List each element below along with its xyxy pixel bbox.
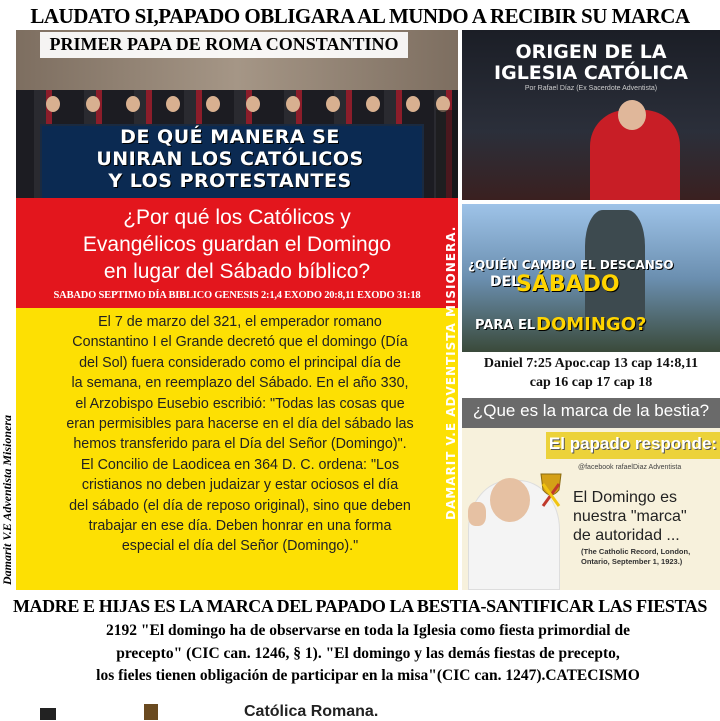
body-line: del Sol) fuera considerado como el principal día de [79,354,401,371]
cic-line: 2192 "El domingo ha de observarse en toda la Iglesia como fiesta primordial de [106,622,630,639]
domingo-word: DOMINGO? [536,314,647,335]
para-el-text: PARA EL [475,318,536,333]
source-line: (The Catholic Record, London, [581,547,691,556]
top-title: LAUDATO SI,PAPADO OBLIGARA AL MUNDO A RECIBIR SU MARCA [30,4,690,28]
left-vertical-credit: Damarit V.E Adventista Misionera [0,414,14,585]
pope-white-face [490,478,530,522]
sabbath-verse: SABADO SEPTIMO DÍA BIBLICO GENESIS 2:1,4 EXODO 20:8,11 EXODO 31:18 [53,290,421,301]
body-line: del sábado (el día de reposo original), sino que deben [69,497,411,514]
body-line: eran permisibles para hacerse en el día del sábado las [66,416,414,433]
body-line: Constantino I el Grande decretó que el domingo (Día [72,334,408,351]
daniel-text [462,354,720,392]
mid-vertical-credit: DAMARIT V.E ADVENTISTA MISIONERA. [444,225,458,520]
unite-line: Y LOS PROTESTANTES [108,170,352,192]
domingo-quote [573,488,713,545]
cic-line: precepto" (CIC can. 1246, § 1). "El domingo y las demás fiestas de precepto, [116,644,620,662]
body-line: hemos transferido para el Día del Señor (Domingo)". [73,436,407,453]
body-line: El Concilio de Laodicea en 364 D. C. ordena: "Los [80,456,400,473]
del-text: DEL [490,274,521,290]
sabado-word: SÁBADO [516,272,620,297]
unite-line: DE QUÉ MANERA SE [120,126,340,148]
bottom-image-fragment [144,704,158,720]
body-line: especial el día del Señor (Domingo)." [121,538,359,555]
bottom-partial-text: Católica Romana. [244,703,379,720]
pope-red-head [618,100,646,130]
daniel-line: cap 16 cap 17 cap 18 [529,375,653,390]
quote-source [581,547,711,567]
question-line: en lugar del Sábado bíblico? [103,260,371,283]
responde-text: El papado responde: [548,434,718,453]
madre-heading: MADRE E HIJAS ES LA MARCA DEL PAPADO LA BESTIA-SANTIFICAR LAS FIESTAS [12,596,708,616]
question-text [22,204,452,285]
facebook-credit: @facebook rafaelDiaz Adventista [578,464,682,471]
origin-title [462,42,720,84]
quien-text: ¿QUIÉN CAMBIO EL DESCANSO [468,258,674,272]
quote-line: nuestra "marca" [573,508,687,525]
cic-text [18,620,718,688]
pope-hand [468,502,486,526]
source-line: Ontario, September 1, 1923.) [581,557,683,566]
body-line: la semana, en reemplazo del Sábado. En el año 330, [71,375,409,392]
bottom-image-fragment [40,708,56,720]
quote-line: de autoridad ... [573,527,680,544]
body-line: trabajar en ese día. Deben honrar en una forma [88,518,392,535]
cic-line: los fieles tienen obligación de participar en la misa"(CIC can. 1247).CATECISMO [96,667,640,684]
daniel-line: Daniel 7:25 Apoc.cap 13 cap 14:8,11 [483,356,699,371]
unite-line: UNIRAN LOS CATÓLICOS [96,148,364,170]
question-line: ¿Por qué los Católicos y [123,206,351,229]
question-line: Evangélicos guardan el Domingo [82,233,392,256]
origin-title-line: ORIGEN DE LA [515,41,667,63]
quote-line: El Domingo es [573,489,678,506]
papal-keys-icon [535,470,567,510]
origin-author: Por Rafael Díaz (Ex Sacerdote Adventista) [524,85,658,92]
body-text [42,312,438,557]
body-line: El 7 de marzo del 321, el emperador romano [98,314,382,330]
body-line: cristianos no deben judaizar y estar ociosos el día [81,477,399,494]
origin-title-line: IGLESIA CATÓLICA [494,62,688,84]
body-line: el Arzobispo Eusebio escribió: "Todas las cosas que [75,395,405,412]
unite-text [40,126,420,192]
marca-question: ¿Que es la marca de la bestia? [472,401,710,420]
subtitle: PRIMER PAPA DE ROMA CONSTANTINO [49,34,399,54]
